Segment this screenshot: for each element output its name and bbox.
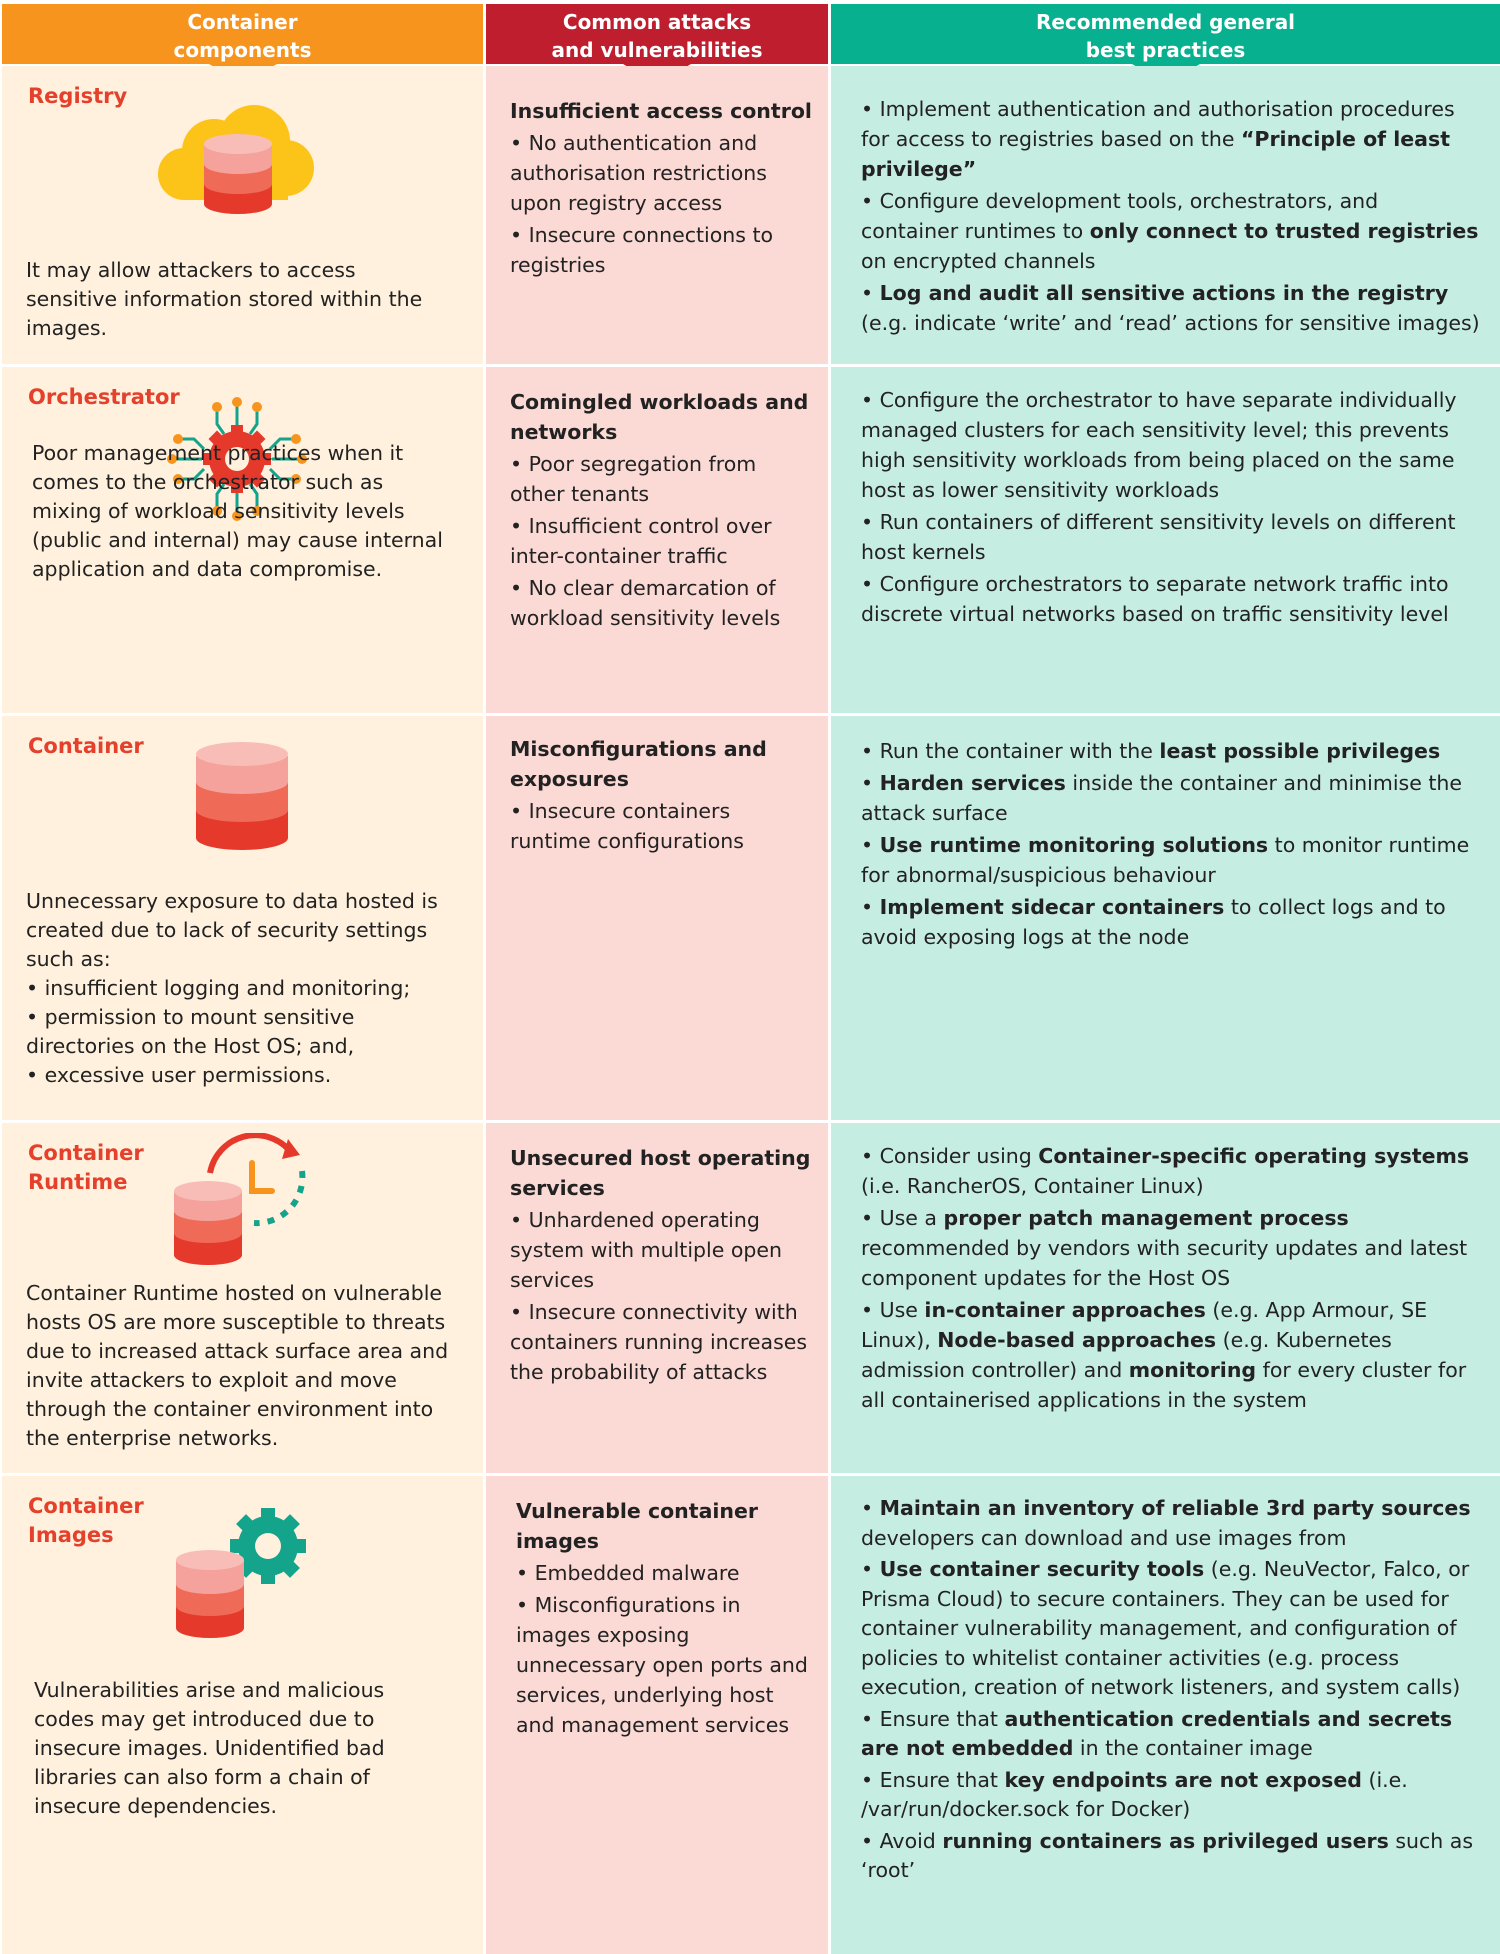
component-title: Registry	[28, 84, 128, 108]
practice-item: • Configure orchestrators to separate network traffic into discrete virtual networks based on traffic sensitivity level	[861, 572, 1449, 626]
component-description: Container Runtime hosted on vulnerable hosts OS are more susceptible to threats due to increased attack surface area and invite attackers to exploit and move through the container environment into the enterprise networks.	[26, 1281, 449, 1450]
row-registry-attacks	[486, 66, 828, 364]
database-icon	[192, 734, 292, 854]
practices-list	[861, 385, 1480, 631]
header-components	[2, 4, 483, 64]
practice-item: • Ensure that key endpoints are not exposed (i.e. /var/run/docker.sock for Docker)	[861, 1767, 1408, 1821]
practices-list	[861, 1494, 1480, 1888]
attack-title: Unsecured host operating services	[510, 1146, 811, 1200]
attack-title: Vulnerable container images	[516, 1499, 759, 1553]
practice-item: • Configure development tools, orchestrators, and container runtimes to only connect to trusted registries on encrypted channels	[861, 189, 1479, 273]
component-title: Orchestrator	[28, 385, 180, 409]
header-components-label: Container components	[173, 10, 312, 62]
row-container-component	[2, 716, 483, 1120]
practice-item: • Run the container with the least possible privileges	[861, 739, 1441, 763]
attack-item: • Poor segregation from other tenants	[510, 452, 757, 506]
practice-item: • Use in-container approaches (e.g. App Armour, SE Linux), Node-based approaches (e.g. Kubernetes admission controller) and monitoring for every cluster for all containerised applications in the system	[861, 1298, 1467, 1412]
practice-item: • Configure the orchestrator to have separate individually managed clusters for each sensitivity level; this prevents high sensitivity workloads from being placed on the same host as lower sensitivity workloads	[861, 388, 1457, 502]
attack-item: • Insecure connections to registries	[510, 223, 774, 277]
attack-item: • Insecure containers runtime configurations	[510, 799, 744, 853]
component-title: Container Images	[28, 1494, 144, 1547]
practice-item: • Use container security tools (e.g. NeuVector, Falco, or Prisma Cloud) to secure containers. They can be used for container vulnerability management, and configuration of policies to whitelist container activities (e.g. process execution, creation of network listeners, and system calls)	[861, 1557, 1470, 1699]
component-description: Vulnerabilities arise and malicious codes may get introduced due to insecure images. Unidentified bad libraries can also form a chain of insecure dependencies.	[34, 1678, 385, 1818]
practice-item: • Use runtime monitoring solutions to monitor runtime for abnormal/suspicious behaviour	[861, 833, 1470, 887]
practice-item: • Maintain an inventory of reliable 3rd party sources developers can download and use images from	[861, 1496, 1471, 1550]
header-practices-label: Recommended general best practices	[1035, 10, 1296, 62]
component-title: Container	[28, 734, 144, 758]
header-practices	[831, 4, 1500, 64]
row-runtime-attacks	[486, 1123, 828, 1473]
row-runtime-practices	[831, 1123, 1500, 1473]
header-attacks	[486, 4, 828, 64]
practices-list	[861, 736, 1480, 954]
practices-list	[861, 94, 1480, 340]
practice-item: • Run containers of different sensitivity levels on different host kernels	[861, 510, 1456, 564]
row-container-attacks	[486, 716, 828, 1120]
attack-item: • Misconfigurations in images exposing unnecessary open ports and services, underlying host and management services	[516, 1593, 808, 1737]
attack-title: Comingled workloads and networks	[510, 390, 809, 444]
practice-item: • Use a proper patch management process recommended by vendors with security updates and latest component updates for the Host OS	[861, 1206, 1468, 1290]
database-clock-icon	[170, 1133, 320, 1273]
row-orchestrator-component	[2, 367, 483, 713]
attack-item: • Unhardened operating system with multiple open services	[510, 1208, 783, 1292]
row-orchestrator-practices	[831, 367, 1500, 713]
attack-item: • No clear demarcation of workload sensitivity levels	[510, 576, 781, 630]
row-container-practices	[831, 716, 1500, 1120]
practice-item: • Avoid running containers as privileged users such as ‘root’	[861, 1828, 1474, 1882]
practice-item: • Consider using Container-specific operating systems (i.e. RancherOS, Container Linux)	[861, 1144, 1470, 1198]
practice-item: • Log and audit all sensitive actions in the registry (e.g. indicate ‘write’ and ‘read’ actions for sensitive images)	[861, 281, 1480, 335]
row-registry-component	[2, 66, 483, 364]
attack-title: Insufficient access control	[510, 99, 812, 123]
attack-item: • Embedded malware	[516, 1561, 740, 1585]
practices-list	[861, 1141, 1480, 1417]
row-registry-practices	[831, 66, 1500, 364]
row-orchestrator-attacks	[486, 367, 828, 713]
row-images-attacks	[486, 1476, 828, 1954]
component-description: It may allow attackers to access sensitive information stored within the images.	[26, 258, 423, 340]
cloud-database-icon	[152, 96, 322, 246]
row-runtime-component	[2, 1123, 483, 1473]
row-images-component	[2, 1476, 483, 1954]
database-gear-icon	[170, 1504, 320, 1644]
attack-title: Misconfigurations and exposures	[510, 737, 767, 791]
attack-item: • Insecure connectivity with containers running increases the probability of attacks	[510, 1300, 808, 1384]
row-images-practices	[831, 1476, 1500, 1954]
component-description: Poor management practices when it comes to the orchestrator such as mixing of workload sensitivity levels (public and internal) may cause internal application and data compromise.	[32, 441, 443, 581]
practice-item: • Ensure that authentication credentials and secrets are not embedded in the container image	[861, 1706, 1453, 1760]
practice-item: • Implement authentication and authorisation procedures for access to registries based on the “Principle of least privilege”	[861, 97, 1455, 181]
header-attacks-label: Common attacks and vulnerabilities	[551, 10, 763, 62]
attack-item: • Insufficient control over inter-container traffic	[510, 514, 772, 568]
attack-item: • No authentication and authorisation restrictions upon registry access	[510, 131, 767, 215]
practice-item: • Implement sidecar containers to collect logs and to avoid exposing logs at the node	[861, 895, 1446, 949]
component-description: Unnecessary exposure to data hosted is created due to lack of security settings such as: • insufficient logging and monitoring; • permission to mount sensitive directories on the Host OS; and, • excessive user permissions.	[26, 889, 438, 1087]
component-title: Container Runtime	[28, 1141, 144, 1194]
practice-item: • Harden services inside the container and minimise the attack surface	[861, 771, 1462, 825]
